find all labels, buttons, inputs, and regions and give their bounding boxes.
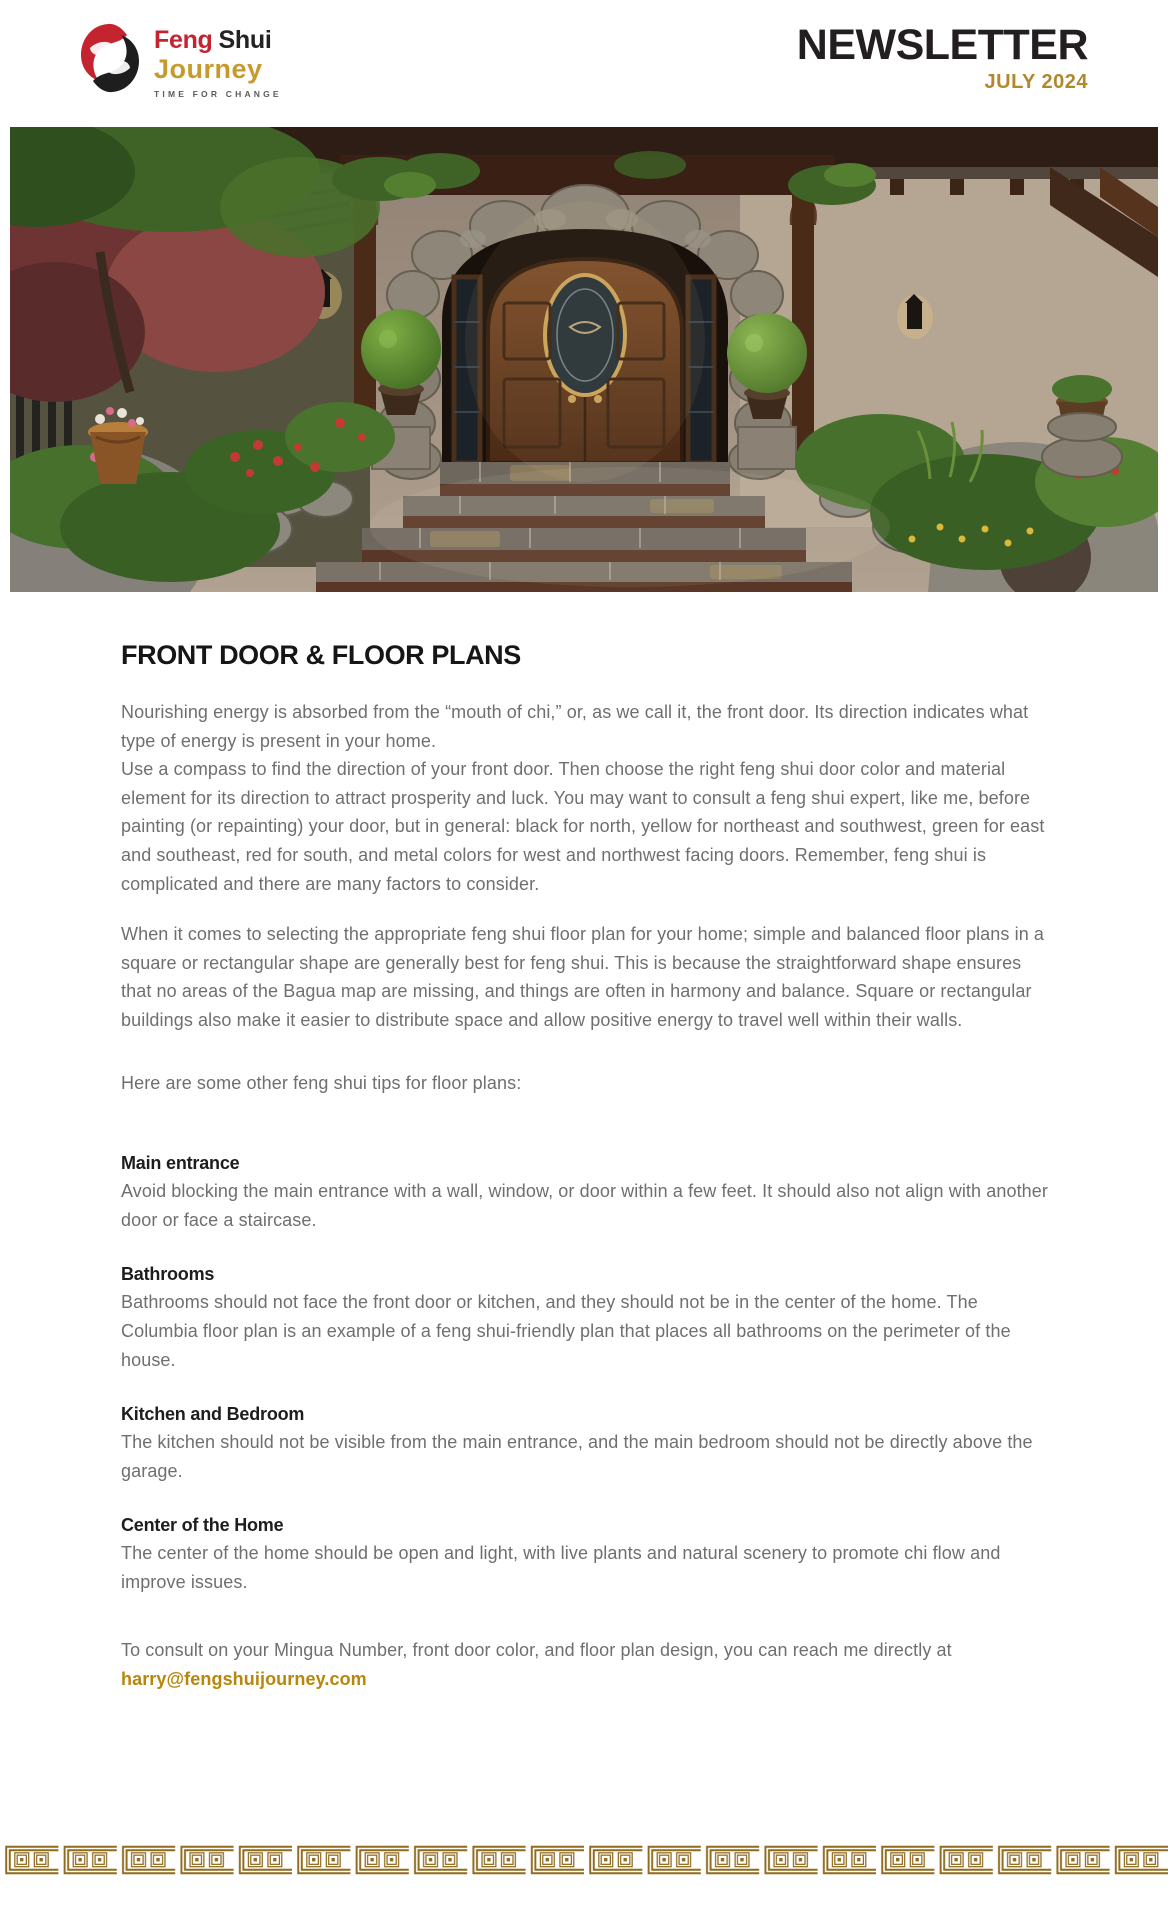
tip-heading: Bathrooms [121, 1264, 215, 1285]
article [0, 592, 1051, 1694]
header [0, 0, 1168, 127]
tip-bathrooms [121, 1264, 1051, 1374]
closing-text: To consult on your Mingua Number, front door color, and floor plan design, you can reach me directly at [121, 1640, 952, 1661]
tip-body: The center of the home should be open and light, with live plants and natural scenery to promote chi flow and improve issues. [121, 1543, 1001, 1592]
logo-text [154, 16, 282, 99]
logo-word-journey: Journey [154, 54, 263, 84]
tip-heading: Center of the Home [121, 1515, 284, 1536]
yin-yang-koi-icon [78, 16, 142, 99]
tip-heading: Kitchen and Bedroom [121, 1404, 305, 1425]
masthead [796, 21, 1088, 94]
tip-body: The kitchen should not be visible from the main entrance, and the main bedroom should not be directly above the garage. [121, 1432, 1033, 1481]
logo-word-feng: Feng [154, 26, 213, 54]
article-title: FRONT DOOR & FLOOR PLANS [121, 640, 521, 670]
tip-kitchen-bedroom [121, 1404, 1051, 1485]
issue-date: JULY 2024 [984, 71, 1088, 93]
logo-word-shui: Shui [218, 26, 272, 54]
logo-tagline: TIME FOR CHANGE [154, 89, 282, 99]
masthead-title: NEWSLETTER [796, 21, 1088, 69]
tips-intro: Here are some other feng shui tips for floor plans: [121, 1072, 522, 1093]
greek-key-border [0, 1843, 1168, 1877]
tip-body: Avoid blocking the main entrance with a wall, window, or door within a few feet. It should also not align with another door or face a staircase. [121, 1181, 1048, 1230]
tip-center-of-home [121, 1515, 1051, 1596]
paragraph-compass: Use a compass to find the direction of your front door. Then choose the right feng shui door color and material element for its direction to attract prosperity and luck. You may want to consult a feng shui expert, like me, before painting (or repainting) your door, but in general: black for north, yellow for northeast and southwest, green for east and southeast, red for south, and metal colors for west and northwest facing doors. Remember, feng shui is complicated and there are many factors to consider. [121, 759, 1045, 894]
contact-email-link[interactable]: harry@fengshuijourney.com [121, 1669, 367, 1690]
tip-main-entrance [121, 1153, 1051, 1234]
tip-body: Bathrooms should not face the front door or kitchen, and they should not be in the center of the home. The Columbia floor plan is an example of a feng shui-friendly plan that places all bathrooms on the perimeter of the house. [121, 1292, 1011, 1370]
paragraph-floor-plan: When it comes to selecting the appropriate feng shui floor plan for your home; simple and balanced floor plans in a square or rectangular shape are generally best for feng shui. This is because the straightforward shape ensures that no areas of the Bagua map are missing, and things are often in harmony and balance. Square or rectangular buildings also make it easier to distribute space and allow positive energy to travel well within their walls. [121, 924, 1045, 1030]
stone-entryway-front-door-photo [10, 127, 1158, 592]
paragraph-chi: Nourishing energy is absorbed from the “mouth of chi,” or, as we call it, the front door. Its direction indicates what type of energy is present in your home. [121, 702, 1029, 751]
tip-heading: Main entrance [121, 1153, 240, 1174]
closing-paragraph [121, 1636, 1051, 1693]
logo [78, 16, 282, 99]
